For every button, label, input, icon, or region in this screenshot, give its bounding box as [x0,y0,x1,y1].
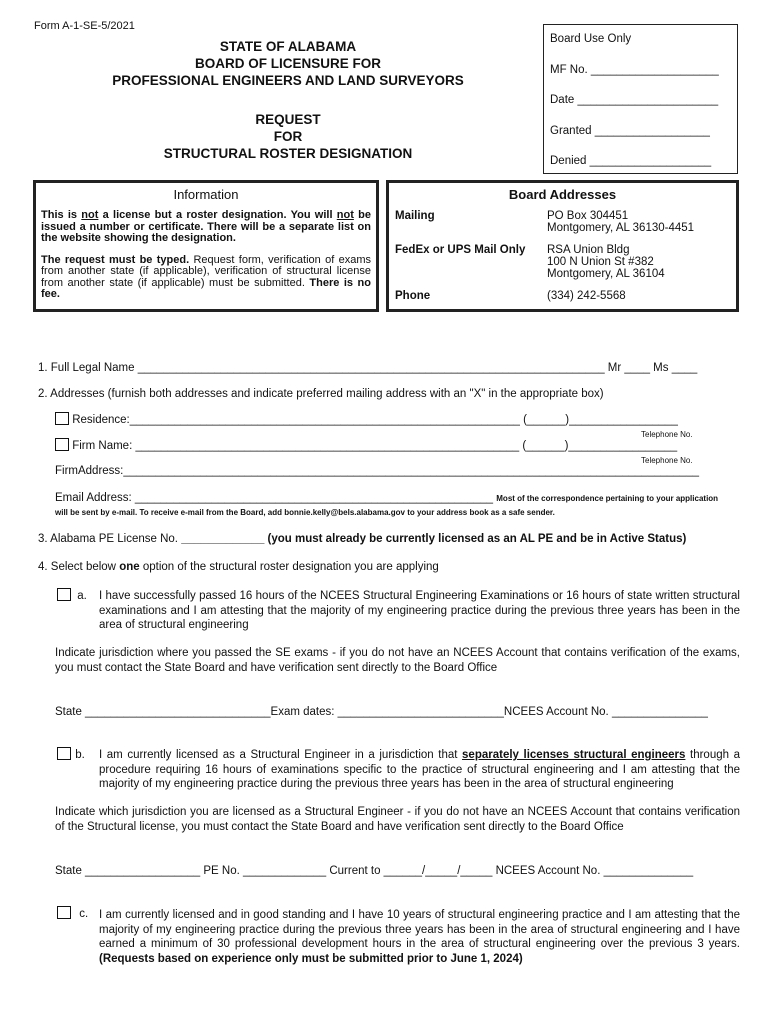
option-b-checkbox[interactable] [57,747,71,760]
pe-license-field[interactable]: _____________ (you must already be currently licensed as an AL PE and be in Active Status) [181,533,687,545]
option-a-letter: a. [77,590,87,602]
board-use-mf-field[interactable]: MF No. ____________________ [550,63,719,76]
option-a-checkbox[interactable] [57,588,71,601]
firm-address-field[interactable]: FirmAddress:__________________________________________________________________________________________ [55,465,699,477]
information-box [33,180,379,312]
residence-checkbox[interactable] [55,412,69,425]
firm-name-field[interactable]: Firm Name: ____________________________________________________________ (______)_________________ [72,440,678,452]
firm-telephone-label: Telephone No. [641,456,693,465]
firm-name-row [55,438,677,452]
header-request: REQUEST [255,112,321,127]
phone-row: Phone (334) 242-5568 [395,290,626,302]
option-a-instruction: Indicate jurisdiction where you passed the SE exams - if you do not have an NCEES Account that contains verification of the exams, you must contact the State Board and have verification sent directly to the Board Office [55,647,740,674]
form-header [60,38,516,162]
board-use-granted-field[interactable]: Granted __________________ [550,124,710,137]
board-use-date-field[interactable]: Date ______________________ [550,94,719,106]
option-b-instruction: Indicate which jurisdiction you are licensed as a Structural Engineer - if you do not have an NCEES Account that contains verification of the Structural license, you must contact the State Board and have verification sent directly to the Board Office [55,806,740,833]
email-field[interactable]: Email Address: ________________________________________________________ [55,492,494,504]
option-c-letter: c. [79,908,89,920]
option-a-fields[interactable]: State _____________________________Exam dates: __________________________NCEES Account No. _______________ [55,706,708,718]
header-for: FOR [273,129,303,144]
residence-telephone-label: Telephone No. [641,430,693,439]
option-b-text: I am currently licensed as a Structural Engineer in a jurisdiction that separately licenses structural engineers through a procedure requiring 16 hours of examinations specific to the practice of structural engineering and I am attesting that the majority of my engineering practice during the previous three years has been in the area of structural engineering [99,749,740,790]
information-paragraph-2: The request must be typed. Request form, verification of exams from another state (if applicable), verification of structural license from another state (if applicable) must be submitted. There is no fee. [41,253,371,300]
pe-license-row: 3. Alabama PE License No. _____________ (you must already be currently licensed as an AL PE and be in Active Status) [38,533,687,545]
full-legal-name-field[interactable]: 1. Full Legal Name _________________________________________________________________________ Mr ____ Ms ____ [38,362,698,374]
option-a-checkbox-row [57,588,87,602]
board-use-box [543,24,738,174]
option-b-fields[interactable]: State __________________ PE No. _____________ Current to ______/_____/_____ NCEES Account No. ______________ [55,865,694,877]
addresses-instruction: 2. Addresses (furnish both addresses and indicate preferred mailing address with an "X" in the appropriate box) [38,388,604,400]
residence-field[interactable]: Residence:_____________________________________________________________ (______)_________________ [72,414,678,426]
option-b-letter: b. [75,749,85,761]
board-addresses-box [386,180,739,312]
mailing-address: Mailing PO Box 304451 Montgomery, AL 36130-4451 [395,210,695,234]
header-state: STATE OF ALABAMA [219,39,357,54]
option-c-text: I am currently licensed and in good standing and I have 10 years of structural engineering practice and I am attesting that the majority of my engineering practice during the previous three years has been in the area of structural engineering and I have earned a minimum of 30 professional development hours in the area of structural engineering over the previous 3 years. (Requests based on experience only must be submitted prior to June 1, 2024) [99,909,740,965]
email-row [55,492,718,504]
residence-row [55,412,678,426]
option-c-checkbox[interactable] [57,906,71,919]
option-c-checkbox-row [57,906,88,920]
firm-checkbox[interactable] [55,438,69,451]
header-professions: PROFESSIONAL ENGINEERS AND LAND SURVEYORS [112,73,464,88]
fedex-address: FedEx or UPS Mail Only RSA Union Bldg 100 N Union St #382 Montgomery, AL 36104 [395,244,665,280]
email-note-continued: will be sent by e-mail. To receive e-mail from the Board, add bonnie.kelly@bels.alabama.gov to your address book as a safe sender. [55,508,555,517]
email-note: Most of the correspondence pertaining to your application [496,494,719,503]
form-id: Form A-1-SE-5/2021 [34,20,135,32]
header-board: BOARD OF LICENSURE FOR [194,56,381,71]
board-use-denied-field[interactable]: Denied ___________________ [550,155,712,167]
option-b-checkbox-row [57,747,85,761]
information-title: Information [173,187,239,202]
option-a-text: I have successfully passed 16 hours of the NCEES Structural Engineering Examinations or 16 hours of state written structural examinations and I am attesting that the majority of my engineering practice during the previous three years has been in the area of structural engineering [99,590,740,631]
header-designation: STRUCTURAL ROSTER DESIGNATION [163,146,413,161]
option-instruction: 4. Select below one option of the structural roster designation you are applying [38,561,439,573]
board-use-title: Board Use Only [550,33,632,45]
information-paragraph-1: This is not a license but a roster designation. You will not be issued a number or certificate. There will be a separate list on the website showing the designation. [41,209,371,244]
addresses-title: Board Addresses [508,187,617,202]
